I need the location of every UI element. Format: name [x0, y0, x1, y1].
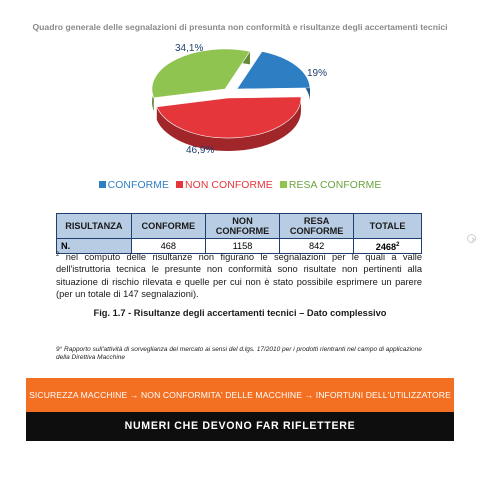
table-cell: 1158: [205, 239, 279, 254]
table-header: CONFORME: [131, 214, 205, 239]
legend-item-conforme: [99, 180, 169, 191]
legend-swatch-resa-conforme: [280, 181, 287, 188]
pie-slice-resa-conforme: [152, 49, 250, 98]
pie-label-non-conforme: 46,9%: [186, 145, 215, 156]
table-cell-label: N.: [57, 239, 132, 254]
table-cell: 842: [280, 239, 354, 254]
legend-item-resa-conforme: [280, 180, 382, 191]
footnote-text: nel computo delle risultanze non figurano le segnalazioni per le quali a valle dell'istruttoria tecnica le presunte non conformità sono risultate non pertinenti alla situazione di rischio rilevata e quelle per cui non è stato possibile esprimere un parere (per un totale di 147 segnalazioni).: [56, 252, 422, 299]
footnote-marker: 2: [56, 252, 60, 258]
pie-label-resa-conforme: 34,1%: [175, 43, 204, 54]
table-header: TOTALE: [354, 214, 422, 239]
table-header: RESA CONFORME: [280, 214, 354, 239]
source-note: 9° Rapporto sull'attività di sorveglianza del mercato ai sensi del d.lgs. 17/2010 per i prodotti rientranti nel campo di applicazione della Direttiva Macchine: [56, 346, 422, 362]
legend-label-conforme: CONFORME: [107, 180, 170, 191]
results-table: [56, 213, 422, 254]
legend-label-non-conforme: NON CONFORME: [185, 180, 273, 191]
banner-orange: SICUREZZA MACCHINE → NON CONFORMITA' DELLE MACCHINE → INFORTUNI DELL'UTILIZZATORE: [26, 378, 454, 412]
total-footnote-marker: 2: [396, 242, 400, 248]
figure-caption: Fig. 1.7 - Risultanze degli accertamenti tecnici – Dato complessivo: [93, 308, 387, 318]
chart-legend: [0, 180, 480, 191]
table-header-row: [57, 214, 422, 239]
pie-chart: [0, 0, 480, 180]
legend-swatch-non-conforme: [176, 181, 183, 188]
legend-swatch-conforme: [99, 181, 106, 188]
footnote: [56, 249, 422, 300]
table-header: NON CONFORME: [205, 214, 279, 239]
table-header: RISULTANZA: [57, 214, 132, 239]
chart-title: Quadro generale delle segnalazioni di presunta non conformità e risultanze degli accertamenti tecnici: [32, 22, 448, 32]
total-value: 2468: [375, 242, 397, 253]
table-cell: 468: [131, 239, 205, 254]
pie-label-conforme: 19%: [307, 68, 328, 79]
legend-item-non-conforme: [176, 180, 273, 191]
next-arrow-icon[interactable]: [467, 234, 476, 243]
legend-label-resa-conforme: RESA CONFORME: [288, 180, 382, 191]
banner-black: NUMERI CHE DEVONO FAR RIFLETTERE: [26, 412, 454, 441]
